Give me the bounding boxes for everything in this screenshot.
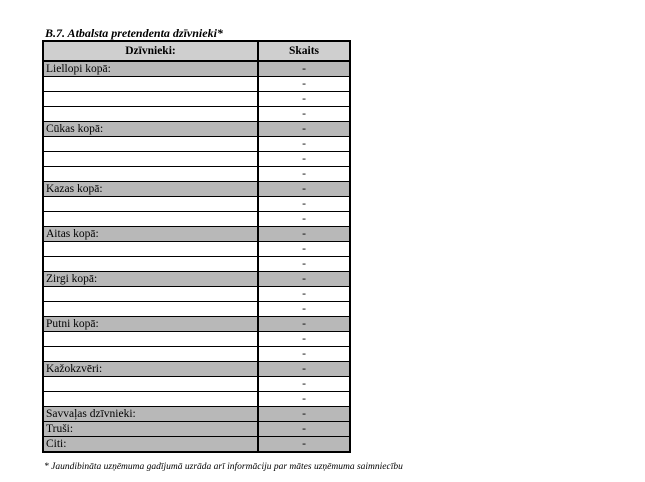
count-cell: - <box>258 257 350 272</box>
table-row <box>43 242 350 257</box>
animal-name-cell <box>43 377 258 392</box>
count-cell: - <box>258 77 350 92</box>
table-row <box>43 287 350 302</box>
group-label-cell: Citi: <box>43 437 258 453</box>
count-cell: - <box>258 272 350 287</box>
animal-name-cell <box>43 212 258 227</box>
table-group-row <box>43 317 350 332</box>
count-cell: - <box>258 347 350 362</box>
animal-name-cell <box>43 392 258 407</box>
table-row <box>43 392 350 407</box>
count-cell: - <box>258 317 350 332</box>
animal-name-cell <box>43 77 258 92</box>
count-cell: - <box>258 437 350 453</box>
animal-name-cell <box>43 107 258 122</box>
table-row <box>43 77 350 92</box>
group-label-cell: Liellopi kopā: <box>43 61 258 77</box>
count-cell: - <box>258 302 350 317</box>
animal-name-cell <box>43 287 258 302</box>
table-group-row <box>43 182 350 197</box>
group-label-cell: Putni kopā: <box>43 317 258 332</box>
group-label-cell: Savvaļas dzīvnieki: <box>43 407 258 422</box>
count-cell: - <box>258 212 350 227</box>
table-row <box>43 92 350 107</box>
table-group-row <box>43 407 350 422</box>
table-row <box>43 257 350 272</box>
table-header-row <box>43 41 350 61</box>
table-group-row <box>43 362 350 377</box>
count-cell: - <box>258 107 350 122</box>
table-group-row <box>43 437 350 453</box>
animal-name-cell <box>43 302 258 317</box>
table-row <box>43 197 350 212</box>
animal-name-cell <box>43 332 258 347</box>
count-cell: - <box>258 377 350 392</box>
table-row <box>43 332 350 347</box>
table-row <box>43 167 350 182</box>
group-label-cell: Kažokzvēri: <box>43 362 258 377</box>
count-cell: - <box>258 362 350 377</box>
count-cell: - <box>258 392 350 407</box>
table-row <box>43 302 350 317</box>
table-row <box>43 137 350 152</box>
table-row <box>43 152 350 167</box>
footnote: * Jaundibināta uzņēmuma gadījumā uzrāda arī informāciju par mātes uzņēmuma saimniecību <box>44 462 403 472</box>
table-row <box>43 377 350 392</box>
table-row <box>43 347 350 362</box>
table-group-row <box>43 61 350 77</box>
section-title: B.7. Atbalsta pretendenta dzīvnieki* <box>45 26 223 40</box>
count-cell: - <box>258 137 350 152</box>
table-row <box>43 107 350 122</box>
header-count: Skaits <box>258 41 350 61</box>
count-cell: - <box>258 182 350 197</box>
table-group-row <box>43 272 350 287</box>
animals-table-body <box>43 41 350 452</box>
table-row <box>43 212 350 227</box>
animal-name-cell <box>43 257 258 272</box>
count-cell: - <box>258 197 350 212</box>
table-group-row <box>43 122 350 137</box>
animal-name-cell <box>43 242 258 257</box>
animal-name-cell <box>43 152 258 167</box>
group-label-cell: Zirgi kopā: <box>43 272 258 287</box>
count-cell: - <box>258 167 350 182</box>
count-cell: - <box>258 332 350 347</box>
count-cell: - <box>258 122 350 137</box>
animal-name-cell <box>43 167 258 182</box>
count-cell: - <box>258 242 350 257</box>
count-cell: - <box>258 422 350 437</box>
count-cell: - <box>258 407 350 422</box>
table-group-row <box>43 422 350 437</box>
group-label-cell: Truši: <box>43 422 258 437</box>
animals-table <box>42 40 351 453</box>
group-label-cell: Aitas kopā: <box>43 227 258 242</box>
animal-name-cell <box>43 197 258 212</box>
count-cell: - <box>258 92 350 107</box>
count-cell: - <box>258 287 350 302</box>
count-cell: - <box>258 227 350 242</box>
count-cell: - <box>258 61 350 77</box>
count-cell: - <box>258 152 350 167</box>
group-label-cell: Kazas kopā: <box>43 182 258 197</box>
header-animals: Dzīvnieki: <box>43 41 258 61</box>
animal-name-cell <box>43 137 258 152</box>
animal-name-cell <box>43 347 258 362</box>
animal-name-cell <box>43 92 258 107</box>
table-group-row <box>43 227 350 242</box>
group-label-cell: Cūkas kopā: <box>43 122 258 137</box>
